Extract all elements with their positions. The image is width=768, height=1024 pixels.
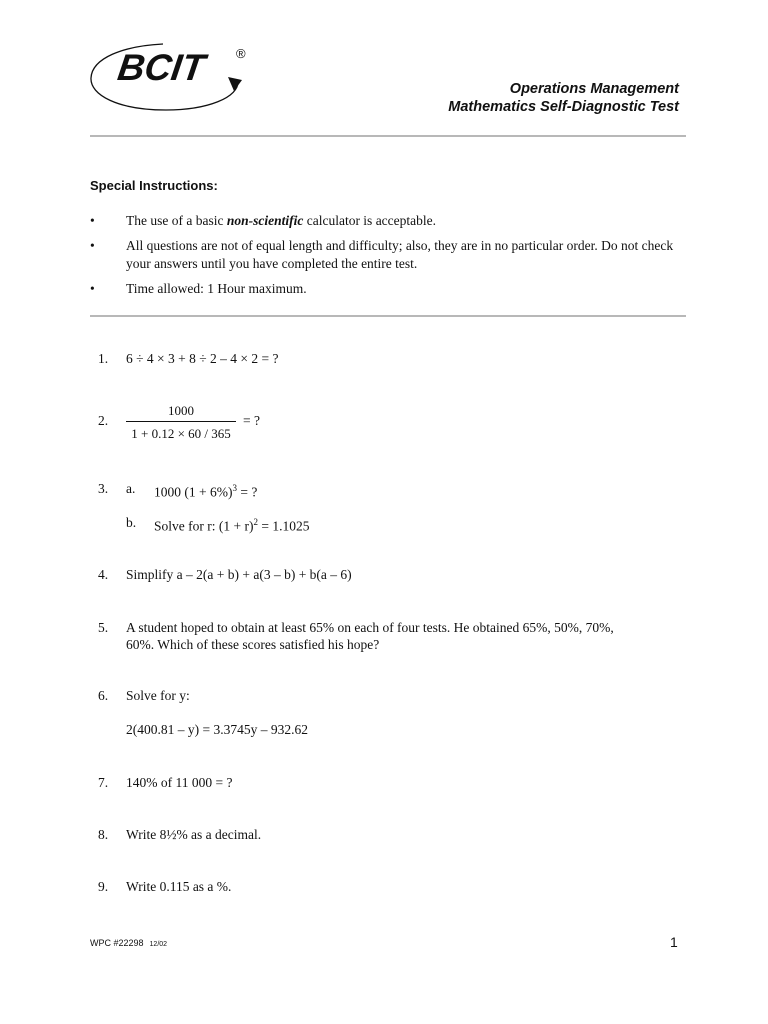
question-3b-label: b. xyxy=(126,515,137,530)
test-name: Mathematics Self-Diagnostic Test xyxy=(448,99,679,115)
question-6-equation: 2(400.81 – y) = 3.3745y – 932.62 xyxy=(126,722,308,737)
instructions-list xyxy=(90,212,686,305)
bullet-icon: • xyxy=(90,280,95,296)
question-number: 2. xyxy=(98,413,109,428)
question-3b-text: Solve for r: $(1 + r)^2 = 1.1025$ xyxy=(154,517,310,534)
instruction-item: • All questions are not of equal length and difficulty; also, they are in no particular order. Do not check your answers until you have completed the entire test. xyxy=(90,238,674,271)
course-name: Operations Management xyxy=(509,81,679,97)
question-number: 8. xyxy=(98,827,109,842)
question-1-text: 6 ÷ 4 × 3 + 8 ÷ 2 – 4 × 2 = ? xyxy=(126,351,279,366)
question-number: 4. xyxy=(98,567,109,582)
question-2-fraction xyxy=(126,402,236,442)
question-number: 6. xyxy=(98,688,109,703)
instruction-item: • The use of a basic non-scientific calculator is acceptable. xyxy=(90,213,437,228)
question-6-text: Solve for y: xyxy=(126,688,190,703)
logo-wordmark: BCIT xyxy=(115,46,208,88)
question-9-text: Write 0.115 as a %. xyxy=(126,879,232,894)
bullet-icon: • xyxy=(90,213,95,228)
question-8-text: Write 8½% as a decimal. xyxy=(126,827,262,842)
instructions-heading: Special Instructions: xyxy=(90,178,218,193)
registered-mark: ® xyxy=(236,46,246,61)
question-7-text: 140% of 11 000 = ? xyxy=(126,775,233,790)
bullet-icon: • xyxy=(90,238,95,253)
question-number: 3. xyxy=(98,481,109,496)
fraction-numerator: 1000 xyxy=(126,402,236,422)
header-divider xyxy=(90,135,686,137)
question-5-line1: A student hoped to obtain at least 65% on each of four tests. He obtained 65%, 50%, 70%, xyxy=(126,620,614,635)
question-3a-label: a. xyxy=(126,481,136,496)
page-number: 1 xyxy=(670,934,678,950)
question-5-line2: 60%. Which of these scores satisfied his hope? xyxy=(126,637,380,652)
question-number: 7. xyxy=(98,775,109,790)
question-number: 9. xyxy=(98,879,109,894)
emphasis-text: non-scientific xyxy=(226,213,304,228)
fraction-denominator: 1 + 0.12 × 60 / 365 xyxy=(131,426,231,441)
question-number: 5. xyxy=(98,620,109,635)
question-number: 1. xyxy=(98,351,109,366)
question-3a-text: 1000 $(1 + 6\%)^3$ = ? xyxy=(154,483,258,500)
footer-code: WPC #22298 12/02 xyxy=(90,938,168,948)
instruction-item: • Time allowed: 1 Hour maximum. xyxy=(90,280,307,296)
bcit-logo xyxy=(88,40,258,114)
footer-date: 12/02 xyxy=(149,941,168,948)
question-2-tail: = ? xyxy=(243,413,260,428)
document-title xyxy=(448,80,679,116)
question-4-text: Simplify a – 2(a + b) + a(3 – b) + b(a – 6) xyxy=(126,567,352,582)
instructions-divider xyxy=(90,315,686,317)
